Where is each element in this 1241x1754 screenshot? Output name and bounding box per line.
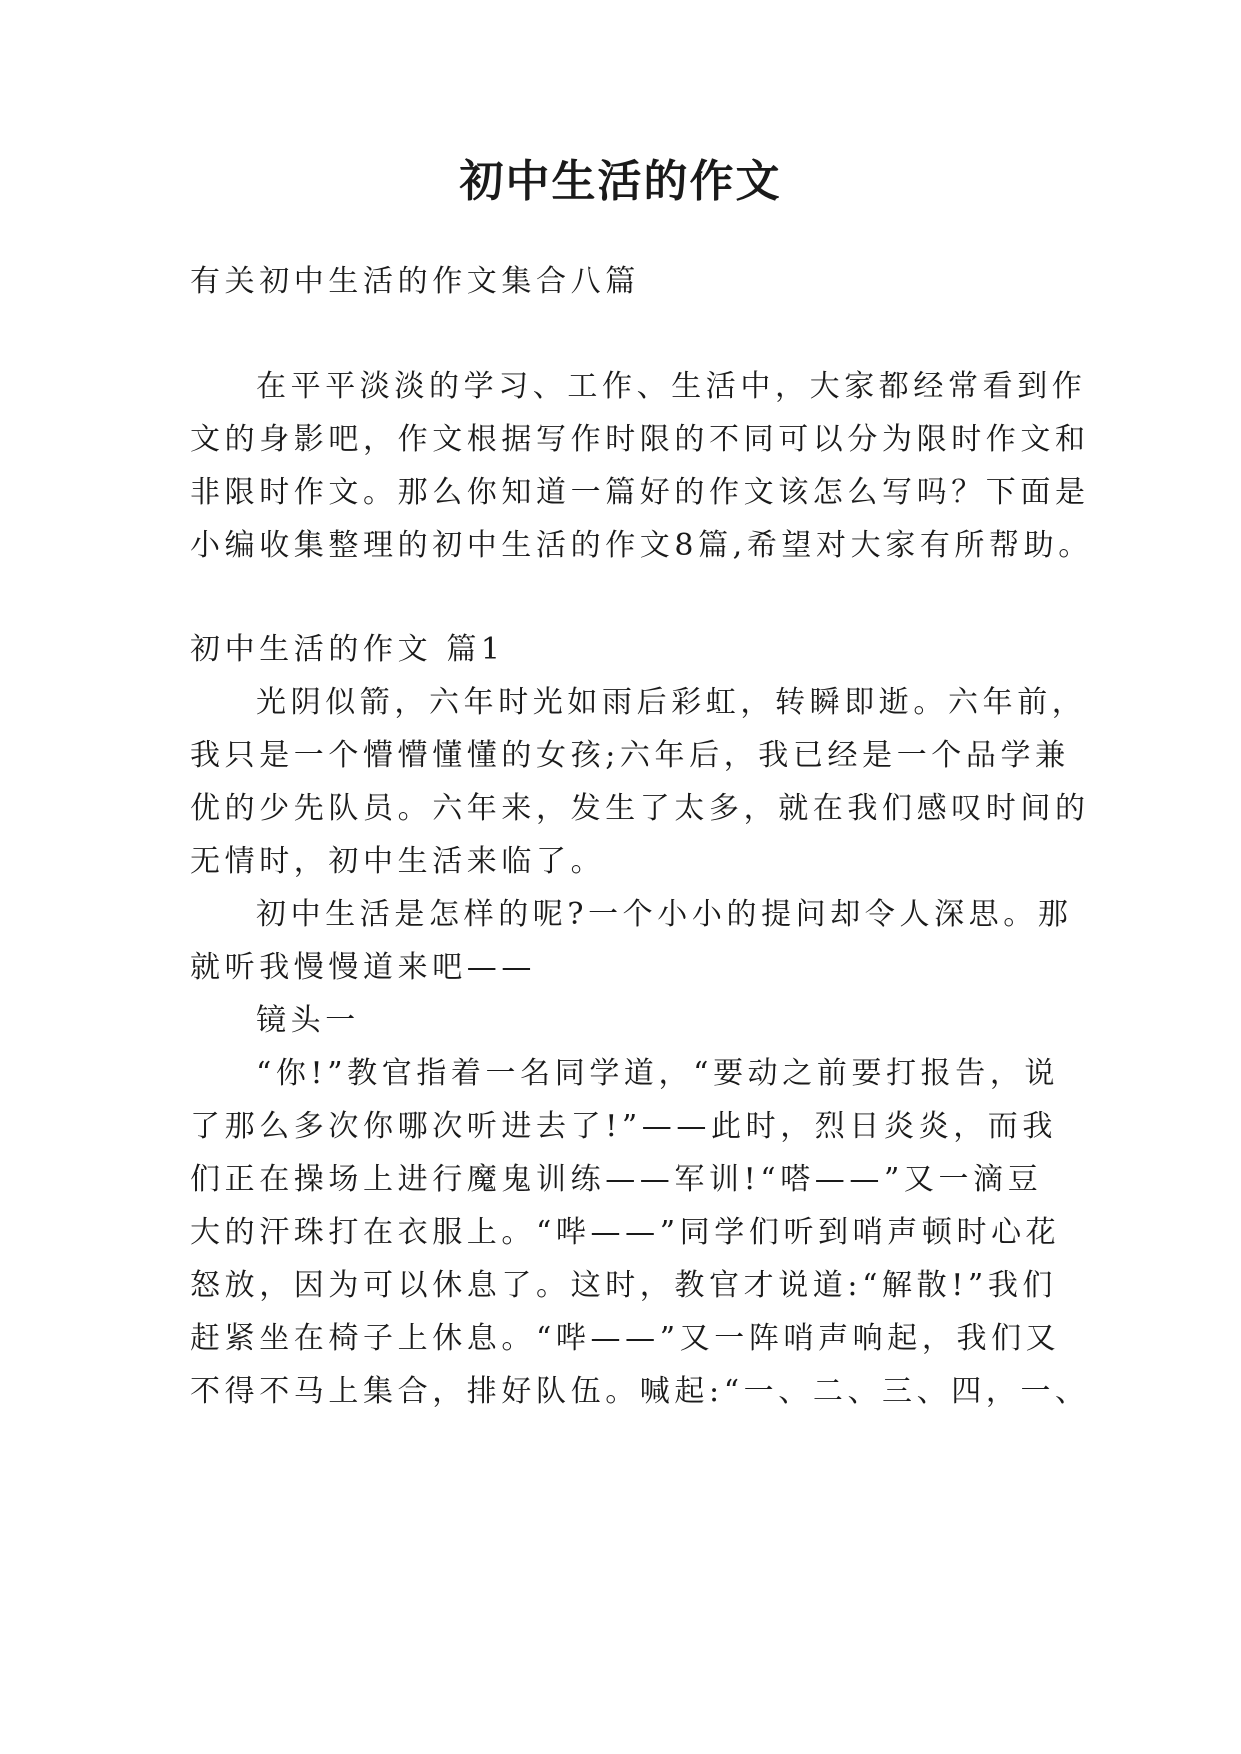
- paragraph-line: 怒放，因为可以休息了。这时，教官才说道:“解散!”我们: [190, 1268, 1058, 1303]
- intro-line: 在平平淡淡的学习、工作、生活中，大家都经常看到作: [256, 369, 1087, 404]
- paragraph-line: 无情时，初中生活来临了。: [190, 844, 606, 879]
- paragraph-line: 初中生活是怎样的呢?一个小小的提问却令人深思。那: [256, 897, 1073, 932]
- paragraph-line: 就听我慢慢道来吧——: [190, 950, 536, 985]
- scene-label: 镜头一: [256, 1003, 360, 1038]
- intro-line: 非限时作文。那么你知道一篇好的作文该怎么写吗？下面是: [190, 475, 1090, 510]
- intro-line: 文的身影吧，作文根据写作时限的不同可以分为限时作文和: [190, 422, 1090, 457]
- intro-line: 小编收集整理的初中生活的作文8篇,希望对大家有所帮助。: [190, 528, 1093, 563]
- paragraph-line: 了那么多次你哪次听进去了!”——此时，烈日炎炎，而我: [190, 1109, 1057, 1144]
- paragraph-line: 们正在操场上进行魔鬼训练——军训!“嗒——”又一滴豆: [190, 1162, 1043, 1197]
- section-heading: 初中生活的作文 篇1: [190, 632, 505, 667]
- paragraph-line: 赶紧坐在椅子上休息。“哔——”又一阵哨声响起，我们又: [190, 1321, 1061, 1356]
- paragraph-line: “你!”教官指着一名同学道，“要动之前要打报告，说: [256, 1056, 1060, 1091]
- paragraph-line: 优的少先队员。六年来，发生了太多，就在我们感叹时间的: [190, 791, 1090, 826]
- paragraph-line: 我只是一个懵懵懂懂的女孩;六年后，我已经是一个品学兼: [190, 738, 1070, 773]
- document-title: 初中生活的作文: [459, 156, 782, 207]
- document-subtitle: 有关初中生活的作文集合八篇: [190, 264, 640, 299]
- paragraph-line: 大的汗珠打在衣服上。“哔——”同学们听到哨声顿时心花: [190, 1215, 1061, 1250]
- paragraph-line: 光阴似箭，六年时光如雨后彩虹，转瞬即逝。六年前，: [256, 685, 1087, 720]
- paragraph-line: 不得不马上集合，排好队伍。喊起:“一、二、三、四，一、: [190, 1374, 1090, 1409]
